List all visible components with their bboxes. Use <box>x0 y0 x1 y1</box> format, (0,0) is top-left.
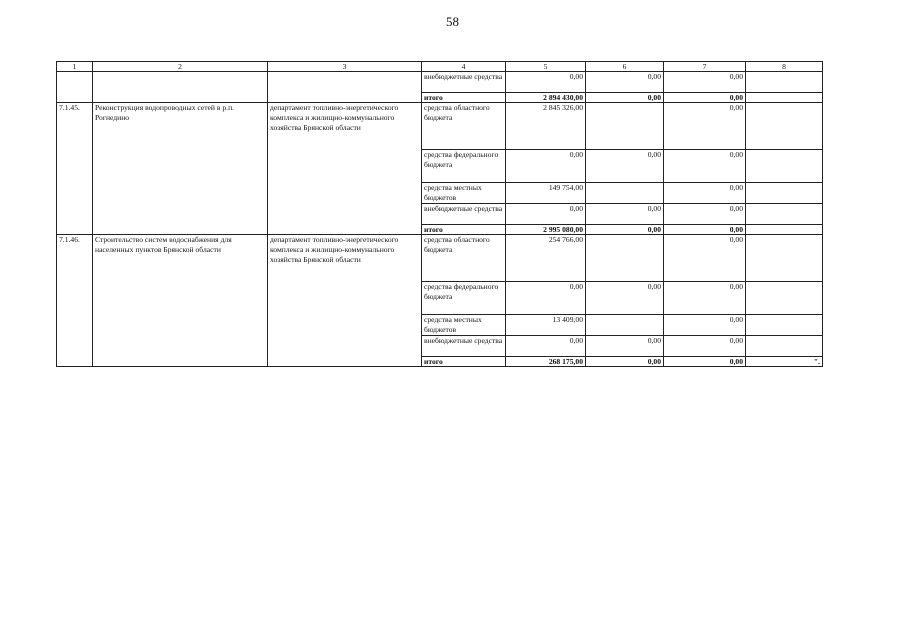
value-cell: 13 409,00 <box>506 315 586 336</box>
column-header: 8 <box>746 62 823 72</box>
value-cell: 0,00 <box>586 150 664 183</box>
table-row <box>57 235 823 282</box>
empty-cell <box>746 282 823 315</box>
empty-cell <box>746 103 823 150</box>
value-cell: 0,00 <box>506 72 586 93</box>
value-cell: 0,00 <box>664 282 746 315</box>
value-cell: 0,00 <box>586 204 664 225</box>
value-cell: 0,00 <box>664 336 746 357</box>
table-row <box>57 72 823 93</box>
source-cell: внебюджетные средства <box>422 336 506 357</box>
source-cell: внебюджетные средства <box>422 204 506 225</box>
column-header: 1 <box>57 62 93 72</box>
executor-cell: департамент топливно-энергетического комплекса и жилищно-коммунального хозяйства Брянской области <box>268 235 422 367</box>
column-header: 3 <box>268 62 422 72</box>
source-cell: средства федерального бюджета <box>422 150 506 183</box>
page-number: 58 <box>446 14 459 29</box>
value-cell: 0,00 <box>586 336 664 357</box>
value-cell: 2 995 080,00 <box>506 225 586 235</box>
value-cell: 0,00 <box>664 150 746 183</box>
empty-cell <box>746 204 823 225</box>
empty-cell <box>746 225 823 235</box>
value-cell: 0,00 <box>664 93 746 103</box>
code-cell: 7.1.46. <box>57 235 93 367</box>
value-cell: 0,00 <box>664 225 746 235</box>
empty-cell <box>746 72 823 93</box>
table-row <box>57 103 823 150</box>
funding-table <box>56 61 823 367</box>
value-cell <box>586 235 664 282</box>
value-cell: 0,00 <box>506 282 586 315</box>
value-cell: 0,00 <box>664 183 746 204</box>
column-number-row <box>57 62 823 72</box>
value-cell: 0,00 <box>664 357 746 367</box>
source-cell: средства местных бюджетов <box>422 183 506 204</box>
value-cell: 0,00 <box>586 72 664 93</box>
code-cell <box>57 72 93 103</box>
column-header: 4 <box>422 62 506 72</box>
source-cell: средства местных бюджетов <box>422 315 506 336</box>
source-cell: внебюджетные средства <box>422 72 506 93</box>
value-cell: 0,00 <box>586 357 664 367</box>
value-cell: 254 766,00 <box>506 235 586 282</box>
value-cell: 0,00 <box>586 225 664 235</box>
code-cell: 7.1.45. <box>57 103 93 235</box>
source-cell: средства федерального бюджета <box>422 282 506 315</box>
value-cell: 0,00 <box>586 282 664 315</box>
name-cell <box>93 72 268 103</box>
value-cell: 0,00 <box>664 235 746 282</box>
value-cell: 0,00 <box>506 336 586 357</box>
column-header: 2 <box>93 62 268 72</box>
source-cell: итого <box>422 225 506 235</box>
source-cell: средства областного бюджета <box>422 235 506 282</box>
value-cell: 0,00 <box>586 93 664 103</box>
value-cell: 0,00 <box>506 150 586 183</box>
executor-cell: департамент топливно-энергетического комплекса и жилищно-коммунального хозяйства Брянской области <box>268 103 422 235</box>
empty-cell <box>746 150 823 183</box>
value-cell: 0,00 <box>664 204 746 225</box>
closing-quote-mark: ". <box>813 357 820 366</box>
value-cell: 149 754,00 <box>506 183 586 204</box>
executor-cell <box>268 72 422 103</box>
value-cell: 2 845 326,00 <box>506 103 586 150</box>
column-header: 7 <box>664 62 746 72</box>
value-cell: 2 894 430,00 <box>506 93 586 103</box>
closing-cell <box>746 357 823 367</box>
value-cell: 0,00 <box>506 204 586 225</box>
empty-cell <box>746 183 823 204</box>
value-cell: 0,00 <box>664 72 746 93</box>
column-header: 5 <box>506 62 586 72</box>
name-cell: Реконструкция водопроводных сетей в р.п. Рогнедино <box>93 103 268 235</box>
value-cell <box>586 103 664 150</box>
name-cell: Строительство систем водоснабжения для населенных пунктов Брянской области <box>93 235 268 367</box>
value-cell: 268 175,00 <box>506 357 586 367</box>
column-header: 6 <box>586 62 664 72</box>
value-cell <box>586 315 664 336</box>
source-cell: средства областного бюджета <box>422 103 506 150</box>
source-cell: итого <box>422 357 506 367</box>
empty-cell <box>746 315 823 336</box>
value-cell: 0,00 <box>664 315 746 336</box>
value-cell <box>586 183 664 204</box>
empty-cell <box>746 336 823 357</box>
source-cell: итого <box>422 93 506 103</box>
empty-cell <box>746 93 823 103</box>
value-cell: 0,00 <box>664 103 746 150</box>
empty-cell <box>746 235 823 282</box>
